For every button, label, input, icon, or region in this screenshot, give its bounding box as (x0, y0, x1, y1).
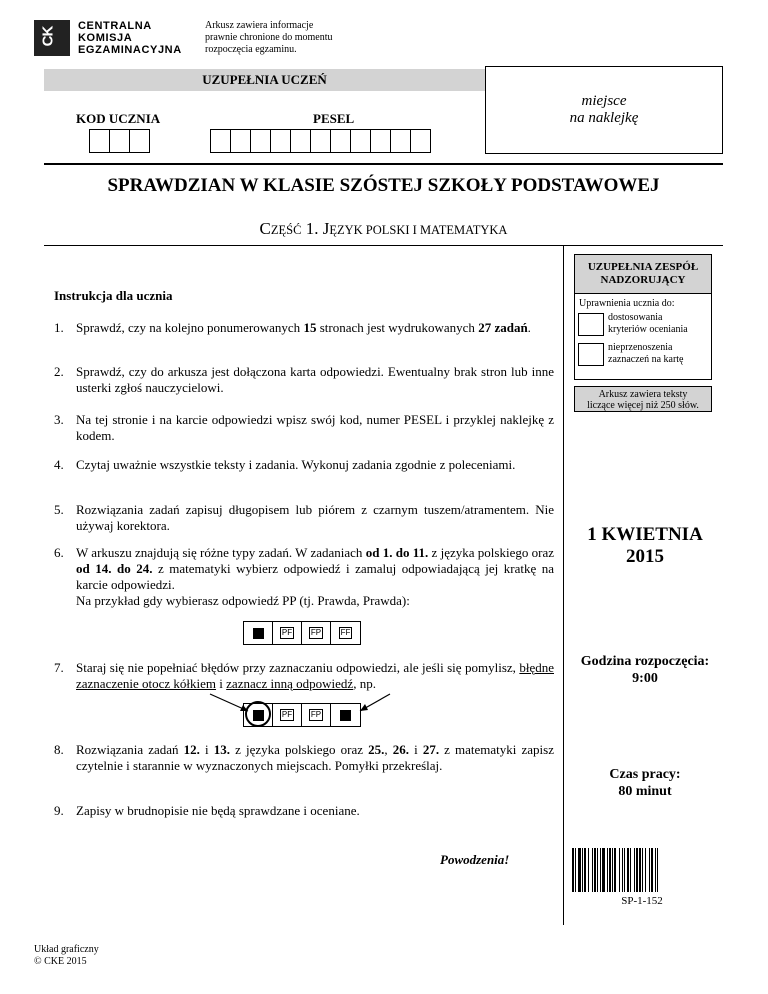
exam-date: 1 KWIETNIA 2015 (587, 524, 703, 567)
sticker-label: miejsce na naklejkę (569, 93, 639, 126)
duration: Czas pracy: 80 minut (609, 767, 681, 799)
footer-credit: Układ graficzny © CKE 2015 (34, 944, 99, 967)
instruction-item: 1. Sprawdź, czy na kolejno ponumerowanych 15 stronach jest wydrukowanych 27 zadań. (54, 320, 531, 335)
good-luck-text: Powodzenia! (440, 852, 510, 867)
answer-example-pp: PF FP FF (243, 621, 361, 645)
circled-filled-box (253, 710, 264, 721)
start-time: Godzina rozpoczęcia: 9:00 (580, 654, 710, 686)
column-divider (563, 245, 564, 925)
exam-title: SPRAWDZIAN W KLASIE SZÓSTEJ SZKOŁY PODSTAWOWEJ (107, 175, 660, 196)
divider (44, 163, 723, 165)
cke-logo-text: CENTRALNA KOMISJA EGZAMINACYJNA (78, 20, 182, 56)
exam-subtitle: CZĘŚĆ 1. JĘZYK POLSKI I MATEMATYKA (259, 219, 508, 238)
long-texts-notice: Arkusz zawiera teksty liczące więcej niż 250 słów. (574, 386, 712, 412)
dostosowania-label: dostosowania kryteriów oceniania (608, 312, 688, 335)
barcode (572, 848, 712, 892)
kod-ucznia-boxes[interactable] (89, 129, 149, 153)
pesel-label: PESEL (313, 111, 355, 126)
supervisor-panel: Uprawnienia ucznia do: dostosowania kryteriów oceniania nieprzenoszenia zaznaczeń na kartę (574, 294, 712, 380)
divider (44, 245, 723, 246)
instruction-item: 2. Sprawdź, czy do arkusza jest dołączona karta odpowiedzi. Ewentualny brak stron lub inne usterki zgłoś nauczycielowi. (54, 364, 554, 395)
cke-logo-mark: CK (34, 20, 70, 56)
instruction-item: 8. Rozwiązania zadań 12. i 13. z języka polskiego oraz 25., 26. i 27. z matematyki zapisz czytelnie i starannie w wyznaczonych miejscach. Pomyłki przekreślaj. (54, 742, 554, 773)
answer-example-correction: PF FP (243, 703, 361, 727)
pesel-boxes[interactable] (210, 129, 430, 153)
confidentiality-notice: Arkusz zawiera informacje prawnie chronione do momentu rozpoczęcia egzaminu. (205, 20, 333, 55)
instructions-heading: Instrukcja dla ucznia (54, 288, 173, 303)
barcode-bar (658, 848, 660, 892)
student-fill-band: UZUPEŁNIA UCZEŃ (44, 69, 485, 91)
instruction-item: 4. Czytaj uważnie wszystkie teksty i zadania. Wykonuj zadania zgodnie z poleceniami. (54, 457, 516, 472)
filled-box (340, 710, 351, 721)
instruction-item: 5. Rozwiązania zadań zapisuj długopisem lub piórem z czarnym tuszem/atramentem. Nie używaj korektora. (54, 502, 554, 533)
checkbox-nieprzenoszenia[interactable] (578, 343, 604, 366)
exam-code: SP-1-152 (621, 895, 663, 907)
supervisor-panel-heading: UZUPEŁNIA ZESPÓŁ NADZORUJĄCY (574, 254, 712, 294)
filled-box (253, 628, 264, 639)
checkbox-dostosowania[interactable] (578, 313, 604, 336)
nieprzenoszenia-label: nieprzenoszenia zaznaczeń na kartę (608, 342, 684, 365)
instruction-item: 7. Staraj się nie popełniać błędów przy zaznaczaniu odpowiedzi, ale jeśli się pomylisz, błędne zaznaczenie otocz kółkiem i zaznacz inną odpowiedź, np. (54, 660, 554, 691)
kod-ucznia-label: KOD UCZNIA (76, 111, 161, 126)
instruction-item: 6. W arkuszu znajdują się różne typy zadań. W zadaniach od 1. do 11. z języka polskiego oraz od 14. do 24. z matematyki wybierz odpowiedź i zamaluj odpowiadającą jej kratkę na karcie odpowiedzi. Na przykład gdy wybierasz odpowiedź PP (tj. Prawda, Prawda): (54, 545, 554, 608)
instruction-item: 9. Zapisy w brudnopisie nie będą sprawdzane i oceniane. (54, 803, 360, 818)
instruction-item: 3. Na tej stronie i na karcie odpowiedzi wpisz swój kod, numer PESEL i przyklej naklejkę z kodem. (54, 412, 554, 443)
